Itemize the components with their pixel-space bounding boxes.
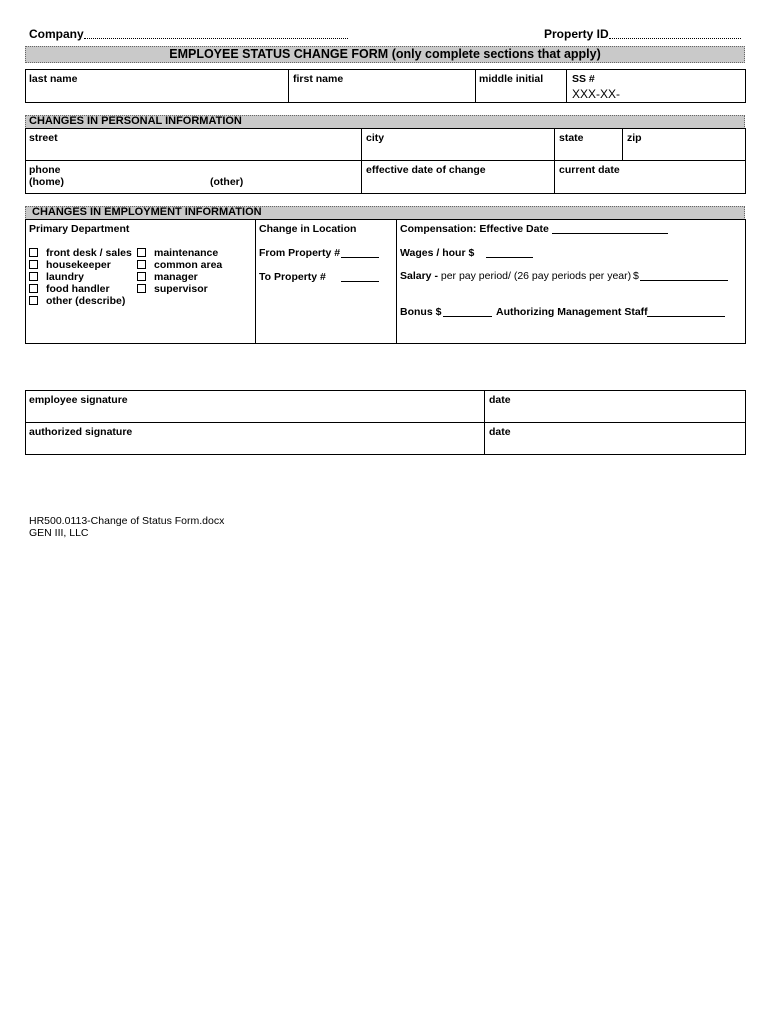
company-label: Company	[29, 27, 84, 41]
dept-supervisor[interactable]: supervisor	[137, 283, 208, 295]
property-id-field[interactable]	[609, 38, 741, 39]
salary-field[interactable]	[640, 280, 728, 281]
name-row	[25, 69, 746, 103]
dept-front-desk[interactable]: front desk / sales	[29, 247, 132, 259]
from-property-field[interactable]	[341, 257, 379, 258]
dept-laundry[interactable]: laundry	[29, 271, 84, 283]
employment-section-title: CHANGES IN EMPLOYMENT INFORMATION	[32, 206, 262, 218]
employee-signature-label: employee signature	[29, 394, 128, 406]
checkbox-icon[interactable]	[137, 284, 146, 293]
zip-label: zip	[627, 132, 642, 144]
compensation-date-field[interactable]	[552, 233, 668, 234]
form-title: EMPLOYEE STATUS CHANGE FORM (only complete sections that apply)	[169, 47, 601, 61]
authorized-signature-label: authorized signature	[29, 426, 133, 438]
property-id-label: Property ID	[544, 27, 609, 41]
from-property-label: From Property #	[259, 247, 341, 259]
phone-other-label: (other)	[210, 176, 244, 188]
dept-maintenance[interactable]: maintenance	[137, 247, 218, 259]
compensation-label: Compensation: Effective Date	[400, 223, 549, 235]
street-label: street	[29, 132, 58, 144]
dept-manager[interactable]: manager	[137, 271, 198, 283]
phone-label: phone	[29, 164, 61, 176]
personal-section-title: CHANGES IN PERSONAL INFORMATION	[29, 115, 242, 127]
primary-department-label: Primary Department	[29, 223, 130, 235]
checkbox-icon[interactable]	[29, 284, 38, 293]
ss-label: SS #	[572, 73, 595, 85]
dept-food-handler[interactable]: food handler	[29, 283, 110, 295]
checkbox-icon[interactable]	[137, 272, 146, 281]
wages-label: Wages / hour $	[400, 247, 475, 259]
company-field[interactable]	[84, 38, 348, 39]
dept-common-area[interactable]: common area	[137, 259, 222, 271]
checkbox-icon[interactable]	[29, 296, 38, 305]
salary-row: Salary - per pay period/ (26 pay periods per year)	[400, 270, 632, 282]
city-label: city	[366, 132, 385, 144]
to-property-label: To Property #	[259, 271, 326, 283]
state-label: state	[559, 132, 584, 144]
dept-other[interactable]: other (describe)	[29, 295, 125, 307]
effective-date-label: effective date of change	[366, 164, 486, 176]
footer-company: GEN III, LLC	[29, 527, 89, 539]
middle-initial-label: middle initial	[479, 73, 544, 85]
checkbox-icon[interactable]	[29, 248, 38, 257]
wages-field[interactable]	[486, 257, 533, 258]
checkbox-icon[interactable]	[29, 260, 38, 269]
employee-date-label: date	[489, 394, 511, 406]
authorizing-field[interactable]	[647, 316, 725, 317]
checkbox-icon[interactable]	[29, 272, 38, 281]
bonus-label: Bonus $	[400, 306, 442, 318]
first-name-label: first name	[293, 73, 344, 85]
ss-value[interactable]: XXX-XX-	[572, 87, 621, 101]
salary-dollar: $	[633, 270, 639, 282]
change-location-label: Change in Location	[259, 223, 357, 235]
authorizing-label: Authorizing Management Staff	[496, 306, 648, 318]
bonus-field[interactable]	[443, 316, 492, 317]
checkbox-icon[interactable]	[137, 248, 146, 257]
checkbox-icon[interactable]	[137, 260, 146, 269]
authorized-date-label: date	[489, 426, 511, 438]
phone-home-label: (home)	[29, 176, 64, 188]
current-date-label: current date	[559, 164, 620, 176]
to-property-field[interactable]	[341, 281, 379, 282]
footer-filename: HR500.0113-Change of Status Form.docx	[29, 515, 225, 527]
last-name-label: last name	[29, 73, 78, 85]
dept-housekeeper[interactable]: housekeeper	[29, 259, 111, 271]
